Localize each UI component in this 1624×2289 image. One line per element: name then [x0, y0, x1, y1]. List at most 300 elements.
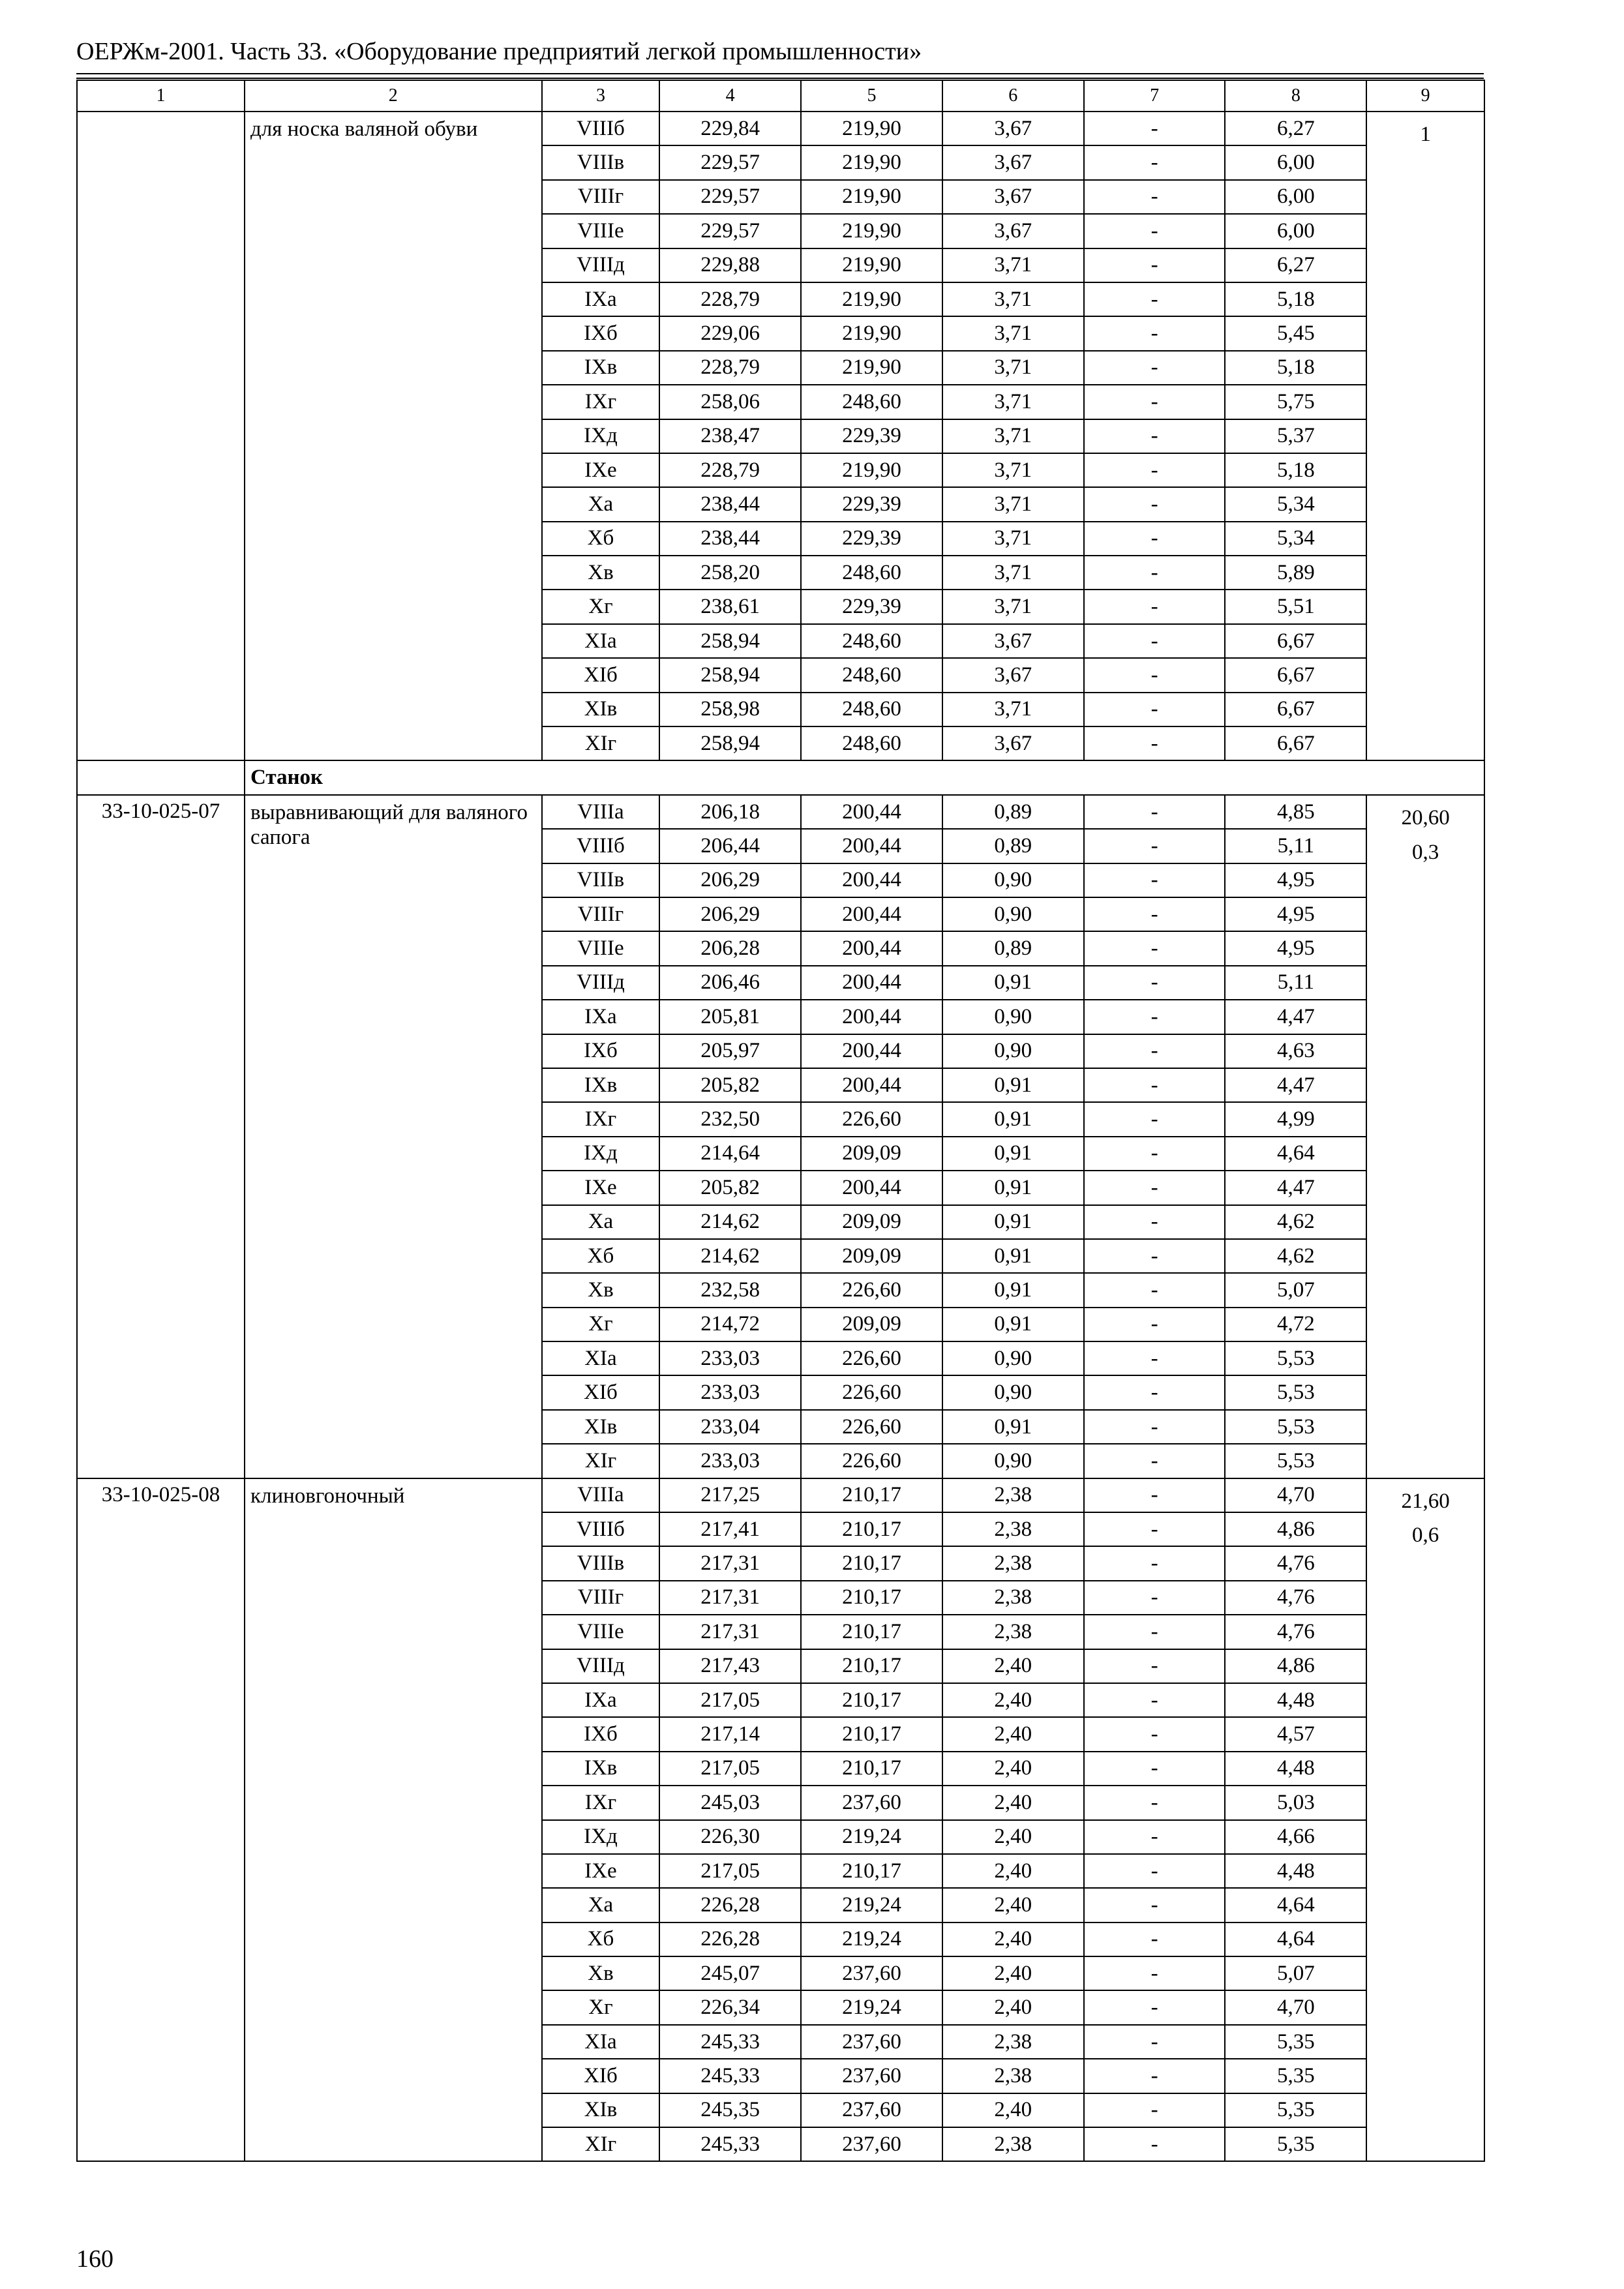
- table-cell-col4: 217,14: [659, 1717, 801, 1751]
- table-cell-col6: 0,89: [942, 931, 1084, 965]
- table-cell-col4: 233,03: [659, 1444, 801, 1478]
- table-cell-col8: 4,64: [1225, 1922, 1366, 1956]
- table-cell-category: VIIIд: [542, 248, 660, 282]
- table-cell-col4: 217,31: [659, 1581, 801, 1615]
- table-cell-col7: -: [1084, 624, 1226, 658]
- table-cell-col7: -: [1084, 1546, 1226, 1580]
- table-cell-col5: 237,60: [801, 1786, 942, 1819]
- table-cell-col5: 209,09: [801, 1137, 942, 1171]
- table-cell-col6: 3,71: [942, 693, 1084, 726]
- table-cell-category: XIв: [542, 1410, 660, 1444]
- table-cell-col6: 3,71: [942, 590, 1084, 623]
- table-cell-col6: 0,90: [942, 897, 1084, 931]
- table-cell-col6: 3,71: [942, 556, 1084, 590]
- table-cell-col4: 229,57: [659, 145, 801, 179]
- table-cell-col8: 5,89: [1225, 556, 1366, 590]
- table-cell-col7: -: [1084, 248, 1226, 282]
- table-cell-col6: 3,67: [942, 214, 1084, 248]
- table-cell-col5: 200,44: [801, 829, 942, 863]
- table-cell-col4: 258,20: [659, 556, 801, 590]
- table-cell-col7: -: [1084, 522, 1226, 556]
- table-cell-col8: 4,76: [1225, 1581, 1366, 1615]
- item-col9-value: 0,6: [1412, 1523, 1439, 1548]
- table-cell-category: VIIIв: [542, 863, 660, 897]
- item-code: [77, 112, 245, 760]
- table-cell-col4: 214,64: [659, 1137, 801, 1171]
- table-cell-col4: 258,94: [659, 624, 801, 658]
- table-cell-col6: 3,71: [942, 248, 1084, 282]
- table-cell-col6: 0,91: [942, 1308, 1084, 1341]
- table-cell-col8: 5,45: [1225, 316, 1366, 350]
- table-cell-col5: 237,60: [801, 2093, 942, 2127]
- item-col9-value: 0,3: [1412, 840, 1439, 864]
- table-cell-col8: 5,53: [1225, 1375, 1366, 1409]
- table-cell-col6: 2,40: [942, 1683, 1084, 1717]
- table-cell-col7: -: [1084, 316, 1226, 350]
- table-cell-col5: 229,39: [801, 487, 942, 521]
- item-col9: [1366, 795, 1484, 1478]
- table-cell-col6: 2,40: [942, 1717, 1084, 1751]
- table-cell-col4: 229,06: [659, 316, 801, 350]
- table-cell-col4: 217,25: [659, 1478, 801, 1512]
- table-cell-col7: -: [1084, 1854, 1226, 1888]
- table-cell-category: VIIIа: [542, 1478, 660, 1512]
- table-cell-col6: 0,90: [942, 1034, 1084, 1068]
- table-cell-col5: 237,60: [801, 2127, 942, 2161]
- table-cell-col4: 205,82: [659, 1068, 801, 1102]
- table-cell-category: XIа: [542, 2025, 660, 2059]
- table-cell-col7: -: [1084, 1888, 1226, 1922]
- table-cell-col7: -: [1084, 931, 1226, 965]
- header-rule-bottom: [76, 78, 1484, 79]
- table-cell-col6: 2,40: [942, 1649, 1084, 1683]
- table-cell-col8: 4,99: [1225, 1102, 1366, 1136]
- item-name: клиновгоночный: [245, 1478, 542, 2162]
- table-cell-col7: -: [1084, 863, 1226, 897]
- table-cell-category: Xа: [542, 1205, 660, 1239]
- table-cell-category: XIв: [542, 693, 660, 726]
- table-cell-col8: 6,00: [1225, 180, 1366, 214]
- table-cell-col7: -: [1084, 1273, 1226, 1307]
- table-cell-col4: 245,33: [659, 2025, 801, 2059]
- table-cell-category: IXе: [542, 1854, 660, 1888]
- table-cell-col8: 4,62: [1225, 1205, 1366, 1239]
- table-cell-col4: 217,41: [659, 1512, 801, 1546]
- table-cell-col5: 229,39: [801, 522, 942, 556]
- table-cell-col8: 5,51: [1225, 590, 1366, 623]
- table-cell-col4: 214,62: [659, 1205, 801, 1239]
- table-cell-col8: 4,48: [1225, 1752, 1366, 1786]
- table-cell-category: XIб: [542, 658, 660, 692]
- table-cell-category: Xа: [542, 1888, 660, 1922]
- table-cell-col7: -: [1084, 897, 1226, 931]
- table-cell-col5: 226,60: [801, 1444, 942, 1478]
- table-cell-col6: 0,91: [942, 1239, 1084, 1273]
- table-cell-col7: -: [1084, 351, 1226, 385]
- table-cell-col6: 2,40: [942, 1752, 1084, 1786]
- table-cell-col5: 200,44: [801, 966, 942, 1000]
- table-cell-col4: 229,88: [659, 248, 801, 282]
- table-cell-col5: 237,60: [801, 2059, 942, 2093]
- column-number: 7: [1084, 80, 1226, 112]
- table-cell-col8: 4,64: [1225, 1888, 1366, 1922]
- table-cell-col4: 229,84: [659, 112, 801, 145]
- item-code: 33-10-025-07: [77, 795, 245, 1478]
- table-cell-col5: 229,39: [801, 590, 942, 623]
- table-cell-col7: -: [1084, 556, 1226, 590]
- table-cell-col5: 219,90: [801, 180, 942, 214]
- table-cell-col5: 219,90: [801, 316, 942, 350]
- column-number: 2: [245, 80, 542, 112]
- table-cell-col5: 219,90: [801, 112, 942, 145]
- table-cell-col6: 3,67: [942, 624, 1084, 658]
- table-cell-col5: 200,44: [801, 897, 942, 931]
- table-cell-col6: 0,90: [942, 1341, 1084, 1375]
- table-cell-col4: 226,34: [659, 1990, 801, 2024]
- table-cell-col7: -: [1084, 453, 1226, 487]
- table-cell-col6: 3,71: [942, 351, 1084, 385]
- table-cell-col4: 217,05: [659, 1854, 801, 1888]
- table-cell-category: VIIIг: [542, 897, 660, 931]
- table-cell-col5: 210,17: [801, 1615, 942, 1649]
- table-cell-col8: 5,35: [1225, 2093, 1366, 2127]
- table-cell-col5: 219,90: [801, 453, 942, 487]
- table-cell-category: XIб: [542, 1375, 660, 1409]
- table-cell-col8: 4,66: [1225, 1820, 1366, 1854]
- table-cell-col4: 217,43: [659, 1649, 801, 1683]
- table-cell-col7: -: [1084, 966, 1226, 1000]
- table-cell-col4: 206,44: [659, 829, 801, 863]
- table-cell-col8: 4,70: [1225, 1478, 1366, 1512]
- table-cell-col6: 0,91: [942, 1273, 1084, 1307]
- table-cell-col7: -: [1084, 2059, 1226, 2093]
- table-cell-col8: 5,07: [1225, 1956, 1366, 1990]
- table-cell-col5: 226,60: [801, 1273, 942, 1307]
- table-cell-category: IXв: [542, 1068, 660, 1102]
- table-cell-category: Xб: [542, 1922, 660, 1956]
- table-cell-col5: 210,17: [801, 1683, 942, 1717]
- table-cell-col4: 238,61: [659, 590, 801, 623]
- table-cell-col4: 206,18: [659, 795, 801, 829]
- table-cell-col6: 3,71: [942, 453, 1084, 487]
- table-cell-category: IXа: [542, 1000, 660, 1034]
- table-cell-col7: -: [1084, 1820, 1226, 1854]
- table-cell-col4: 206,29: [659, 897, 801, 931]
- table-cell-col7: -: [1084, 180, 1226, 214]
- table-cell-col5: 237,60: [801, 2025, 942, 2059]
- table-cell-category: XIв: [542, 2093, 660, 2127]
- table-cell-category: VIIIг: [542, 1581, 660, 1615]
- table-cell-col7: -: [1084, 1581, 1226, 1615]
- table-cell-col6: 0,90: [942, 1444, 1084, 1478]
- table-cell-col7: -: [1084, 693, 1226, 726]
- table-cell-col8: 6,00: [1225, 214, 1366, 248]
- table-cell-col7: -: [1084, 1171, 1226, 1204]
- table-cell-col8: 4,76: [1225, 1546, 1366, 1580]
- table-cell-col5: 219,90: [801, 145, 942, 179]
- table-cell-col8: 5,37: [1225, 419, 1366, 453]
- table-cell-col8: 4,76: [1225, 1615, 1366, 1649]
- table-cell-col4: 214,62: [659, 1239, 801, 1273]
- table-cell-category: VIIIб: [542, 829, 660, 863]
- section-title: Станок: [245, 760, 1484, 794]
- table-cell-col7: -: [1084, 1308, 1226, 1341]
- table-cell-col8: 4,72: [1225, 1308, 1366, 1341]
- item-name: для носка валяной обуви: [245, 112, 542, 760]
- table-cell-category: IXа: [542, 282, 660, 316]
- table-cell-col6: 3,67: [942, 180, 1084, 214]
- table-cell-category: Xг: [542, 590, 660, 623]
- table-cell-col7: -: [1084, 2025, 1226, 2059]
- table-cell-category: VIIIе: [542, 1615, 660, 1649]
- table-cell-col4: 228,79: [659, 351, 801, 385]
- table-cell-col8: 5,35: [1225, 2025, 1366, 2059]
- table-cell-col5: 219,24: [801, 1888, 942, 1922]
- table-cell-col5: 219,90: [801, 214, 942, 248]
- table-cell-col7: -: [1084, 726, 1226, 760]
- table-cell-category: IXб: [542, 316, 660, 350]
- table-cell-col8: 4,48: [1225, 1683, 1366, 1717]
- table-cell-col5: 237,60: [801, 1956, 942, 1990]
- table-cell-category: IXд: [542, 1137, 660, 1171]
- table-cell-col6: 0,90: [942, 1375, 1084, 1409]
- table-cell-col5: 226,60: [801, 1410, 942, 1444]
- table-cell-col5: 210,17: [801, 1649, 942, 1683]
- table-cell-col6: 2,40: [942, 1956, 1084, 1990]
- table-cell-col5: 226,60: [801, 1341, 942, 1375]
- table-cell-category: IXб: [542, 1034, 660, 1068]
- table-cell-col5: 248,60: [801, 726, 942, 760]
- page-title: ОЕРЖм-2001. Часть 33. «Оборудование предприятий легкой промышленности»: [76, 38, 922, 65]
- table-cell-category: VIIIд: [542, 1649, 660, 1683]
- table-cell-col4: 238,47: [659, 419, 801, 453]
- table-cell-col6: 3,67: [942, 658, 1084, 692]
- table-cell-col8: 4,57: [1225, 1717, 1366, 1751]
- table-cell-col5: 210,17: [801, 1752, 942, 1786]
- table-cell-col6: 3,67: [942, 145, 1084, 179]
- table-cell-col8: 4,86: [1225, 1649, 1366, 1683]
- table-cell-col4: 226,28: [659, 1888, 801, 1922]
- table-cell-col8: 5,18: [1225, 351, 1366, 385]
- column-number: 8: [1225, 80, 1366, 112]
- section-row: [77, 760, 1484, 794]
- table-cell-col4: 245,07: [659, 1956, 801, 1990]
- table-cell-col4: 205,82: [659, 1171, 801, 1204]
- item-col9-value: 20,60: [1401, 805, 1450, 830]
- table-cell-col5: 248,60: [801, 385, 942, 419]
- table-cell-col4: 232,58: [659, 1273, 801, 1307]
- table-cell-category: IXг: [542, 1786, 660, 1819]
- table-cell-col6: 0,90: [942, 1000, 1084, 1034]
- table-cell-col8: 5,07: [1225, 1273, 1366, 1307]
- table-cell-category: XIб: [542, 2059, 660, 2093]
- table-cell-col4: 245,33: [659, 2059, 801, 2093]
- table-cell-category: IXб: [542, 1717, 660, 1751]
- item-name: выравнивающий для валяного сапога: [245, 795, 542, 1478]
- table-cell-col7: -: [1084, 1512, 1226, 1546]
- table-cell-col7: -: [1084, 214, 1226, 248]
- item-col9-value: 1: [1420, 123, 1431, 146]
- table-cell-col5: 210,17: [801, 1854, 942, 1888]
- item-col9: [1366, 112, 1484, 760]
- table-cell-col7: -: [1084, 1205, 1226, 1239]
- table-cell-col6: 0,91: [942, 1410, 1084, 1444]
- table-cell-col6: 0,91: [942, 1137, 1084, 1171]
- table-cell-col4: 258,06: [659, 385, 801, 419]
- table-cell-col6: 2,38: [942, 1581, 1084, 1615]
- table-cell-col7: -: [1084, 1341, 1226, 1375]
- table-cell-col4: 228,79: [659, 453, 801, 487]
- table-cell-col8: 5,35: [1225, 2059, 1366, 2093]
- table-cell-col7: -: [1084, 2093, 1226, 2127]
- table-cell-category: XIа: [542, 1341, 660, 1375]
- column-number: 1: [77, 80, 245, 112]
- table-cell-col5: 200,44: [801, 795, 942, 829]
- table-cell-col7: -: [1084, 1922, 1226, 1956]
- table-row: [77, 112, 1484, 145]
- table-cell-col5: 200,44: [801, 1171, 942, 1204]
- table-cell-col5: 219,24: [801, 1922, 942, 1956]
- table-cell-col5: 209,09: [801, 1239, 942, 1273]
- table-cell-col4: 258,94: [659, 726, 801, 760]
- table-cell-col6: 2,38: [942, 1615, 1084, 1649]
- table-cell-col6: 2,38: [942, 2025, 1084, 2059]
- table-cell-col8: 5,53: [1225, 1410, 1366, 1444]
- table-cell-col8: 6,67: [1225, 658, 1366, 692]
- table-cell-category: IXа: [542, 1683, 660, 1717]
- table-cell-col5: 226,60: [801, 1102, 942, 1136]
- table-cell-col6: 0,91: [942, 1102, 1084, 1136]
- table-cell-col6: 2,40: [942, 1854, 1084, 1888]
- table-cell-col4: 258,98: [659, 693, 801, 726]
- table-cell-category: IXе: [542, 1171, 660, 1204]
- table-cell-col6: 2,38: [942, 2127, 1084, 2161]
- table-cell-category: IXг: [542, 1102, 660, 1136]
- table-cell-col6: 2,38: [942, 2059, 1084, 2093]
- table-cell-col4: 229,57: [659, 180, 801, 214]
- table-cell-col6: 2,40: [942, 1990, 1084, 2024]
- table-cell-col5: 248,60: [801, 658, 942, 692]
- table-cell-col8: 5,35: [1225, 2127, 1366, 2161]
- table-cell-col7: -: [1084, 1683, 1226, 1717]
- table-cell-col7: -: [1084, 1000, 1226, 1034]
- table-cell-col6: 3,67: [942, 726, 1084, 760]
- table-cell-col5: 210,17: [801, 1717, 942, 1751]
- table-cell-col6: 3,71: [942, 522, 1084, 556]
- table-cell-col7: -: [1084, 1034, 1226, 1068]
- table-cell-col5: 219,90: [801, 248, 942, 282]
- table-cell-col4: 205,81: [659, 1000, 801, 1034]
- table-cell-category: VIIIе: [542, 931, 660, 965]
- table-cell-category: Xв: [542, 1273, 660, 1307]
- table-cell-col8: 6,00: [1225, 145, 1366, 179]
- table-cell-col7: -: [1084, 2127, 1226, 2161]
- table-cell-col8: 4,86: [1225, 1512, 1366, 1546]
- table-cell-col4: 228,79: [659, 282, 801, 316]
- table-cell-col8: 5,18: [1225, 282, 1366, 316]
- table-cell-col4: 233,03: [659, 1341, 801, 1375]
- table-cell-col8: 4,47: [1225, 1171, 1366, 1204]
- table-cell-col5: 210,17: [801, 1512, 942, 1546]
- table-row: [77, 1478, 1484, 1512]
- table-cell-col4: 205,97: [659, 1034, 801, 1068]
- column-number-row: [77, 80, 1484, 112]
- table-cell-col4: 217,05: [659, 1752, 801, 1786]
- table-cell-col7: -: [1084, 1752, 1226, 1786]
- table-cell-category: Xв: [542, 556, 660, 590]
- table-cell-category: XIа: [542, 624, 660, 658]
- item-code: 33-10-025-08: [77, 1478, 245, 2162]
- table-cell-col8: 5,11: [1225, 829, 1366, 863]
- table-cell-col5: 229,39: [801, 419, 942, 453]
- table-cell-col4: 226,30: [659, 1820, 801, 1854]
- table-cell-col7: -: [1084, 1717, 1226, 1751]
- table-cell-col6: 2,38: [942, 1512, 1084, 1546]
- table-cell-col4: 206,46: [659, 966, 801, 1000]
- table-cell-col6: 0,91: [942, 1171, 1084, 1204]
- table-cell-col5: 226,60: [801, 1375, 942, 1409]
- table-cell-col7: -: [1084, 590, 1226, 623]
- table-cell-col5: 248,60: [801, 556, 942, 590]
- table-cell-category: VIIIв: [542, 1546, 660, 1580]
- table-cell-col7: -: [1084, 112, 1226, 145]
- table-cell-col7: -: [1084, 487, 1226, 521]
- table-cell-category: VIIIе: [542, 214, 660, 248]
- table-cell-col5: 200,44: [801, 1000, 942, 1034]
- table-cell-col8: 4,85: [1225, 795, 1366, 829]
- table-cell-col8: 4,48: [1225, 1854, 1366, 1888]
- table-cell-col6: 3,71: [942, 419, 1084, 453]
- table-cell-category: Xб: [542, 522, 660, 556]
- table-cell-col6: 2,40: [942, 2093, 1084, 2127]
- table-cell-col8: 6,67: [1225, 726, 1366, 760]
- table-cell-col7: -: [1084, 1956, 1226, 1990]
- table-cell-col5: 219,90: [801, 351, 942, 385]
- table-cell-col4: 206,29: [659, 863, 801, 897]
- table-cell-col5: 200,44: [801, 863, 942, 897]
- column-number: 4: [659, 80, 801, 112]
- table-cell-col8: 5,34: [1225, 522, 1366, 556]
- table-cell-col6: 2,40: [942, 1820, 1084, 1854]
- table-cell-category: IXв: [542, 1752, 660, 1786]
- table-cell-col5: 210,17: [801, 1478, 942, 1512]
- table-cell-col7: -: [1084, 1410, 1226, 1444]
- table-cell-col8: 5,11: [1225, 966, 1366, 1000]
- table-cell-col5: 248,60: [801, 624, 942, 658]
- table-cell-col8: 4,47: [1225, 1000, 1366, 1034]
- table-cell-col6: 3,71: [942, 385, 1084, 419]
- table-cell-col7: -: [1084, 1102, 1226, 1136]
- table-cell-category: Xб: [542, 1239, 660, 1273]
- table-cell-col7: -: [1084, 1786, 1226, 1819]
- table-cell-category: Xа: [542, 487, 660, 521]
- table-cell-col5: 209,09: [801, 1205, 942, 1239]
- table-cell-col8: 4,70: [1225, 1990, 1366, 2024]
- table-cell-category: VIIIд: [542, 966, 660, 1000]
- table-row: [77, 795, 1484, 829]
- header-rule-top: [76, 73, 1484, 74]
- table-cell-col5: 219,24: [801, 1990, 942, 2024]
- table-cell-col8: 5,18: [1225, 453, 1366, 487]
- table-cell-col8: 5,34: [1225, 487, 1366, 521]
- table-cell-col8: 6,67: [1225, 624, 1366, 658]
- table-cell-col7: -: [1084, 1478, 1226, 1512]
- table-cell-col8: 4,47: [1225, 1068, 1366, 1102]
- table-cell-category: XIг: [542, 726, 660, 760]
- table-cell-col8: 4,95: [1225, 863, 1366, 897]
- table-cell-col6: 2,40: [942, 1888, 1084, 1922]
- table-cell-col6: 3,71: [942, 487, 1084, 521]
